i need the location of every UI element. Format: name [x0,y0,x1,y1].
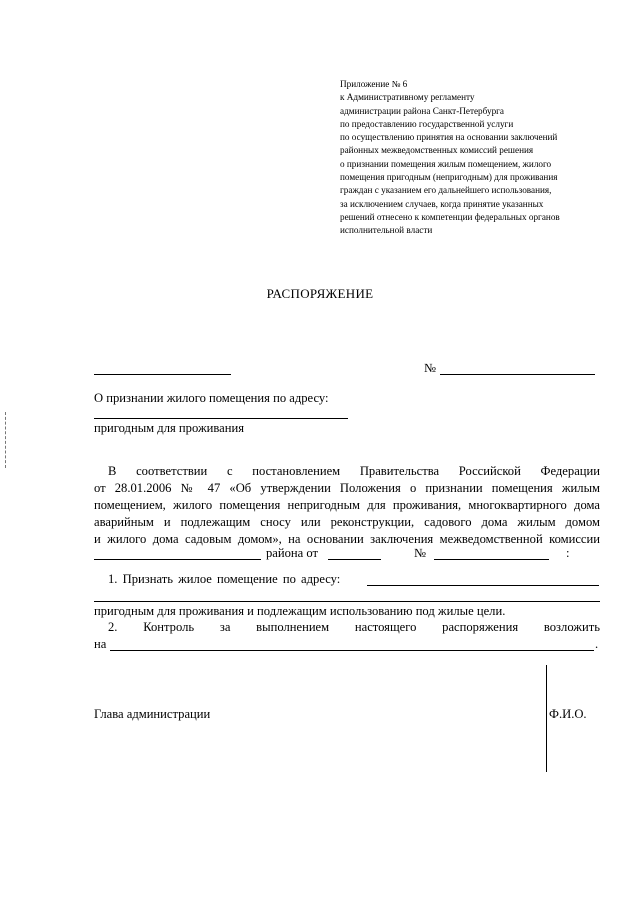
annex-line: о признании помещения жилым помещением, жилого [340,158,552,169]
conclusion-number-label: № [414,546,427,560]
annex-line: по предоставлению государственной услуги [340,118,514,129]
signature-name: Ф.И.О. [549,707,587,721]
annex-line: районных межведомственных комиссий решения [340,145,534,156]
preamble-line: и жилого дома садовым домом», на основании заключения межведомственной комиссии [94,532,600,546]
annex-line: решений отнесено к компетенции федеральных органов [340,211,560,222]
annex-line: по осуществлению принятия на основании заключений [340,132,558,143]
annex-header [340,78,610,238]
district-from-label: района от [266,546,319,560]
preamble-line: аварийным и подлежащим сносу или реконструкции, садового дома жилым домом [94,515,600,529]
signature-role: Глава администрации [94,707,211,721]
conclusion-date-blank [328,559,381,560]
annex-line: администрации района Санкт-Петербурга [340,105,505,116]
preamble-line: помещением, жилого помещения непригодным для проживания, многоквартирного дома [94,498,600,512]
annex-line: за исключением случаев, когда принятие указанных [340,198,544,209]
address-blank [94,418,348,419]
preamble-colon: : [566,546,570,560]
commission-blank [94,559,261,560]
annex-line: Приложение № 6 [340,79,408,89]
subject-line: пригодным для проживания [94,421,245,435]
item2-responsible-blank [110,650,594,651]
signature-divider [546,665,547,772]
annex-line: к Административному регламенту [340,92,475,103]
item2-on-label: на [94,637,107,651]
conclusion-number-blank [434,559,549,560]
item2-end-period: . [595,637,599,651]
item1-continuation: пригодным для проживания и подлежащим использованию под жилые цели. [94,604,506,618]
number-blank [440,374,595,375]
number-label: № [424,361,437,375]
annex-line: исполнительной власти [340,225,433,236]
document-title: РАСПОРЯЖЕНИЕ [266,286,374,301]
date-blank [94,374,231,375]
item1-address-blank-2 [94,601,600,602]
item2-text: 2. Контроль за выполнением настоящего распоряжения возложить [108,620,600,634]
annex-line: граждан с указанием его дальнейшего использования, [340,185,552,196]
item1-address-blank [367,585,599,586]
subject-line: О признании жилого помещения по адресу: [94,391,329,405]
annex-line: помещения пригодным (непригодным) для проживания [340,172,558,183]
preamble-line: от 28.01.2006 № 47 «Об утверждении Положения о признании помещения жилым [94,481,600,495]
item1-text: 1. Признать жилое помещение по адресу: [108,572,341,586]
preamble-line: В соответствии с постановлением Правительства Российской Федерации [108,464,600,478]
margin-mark [5,412,6,468]
